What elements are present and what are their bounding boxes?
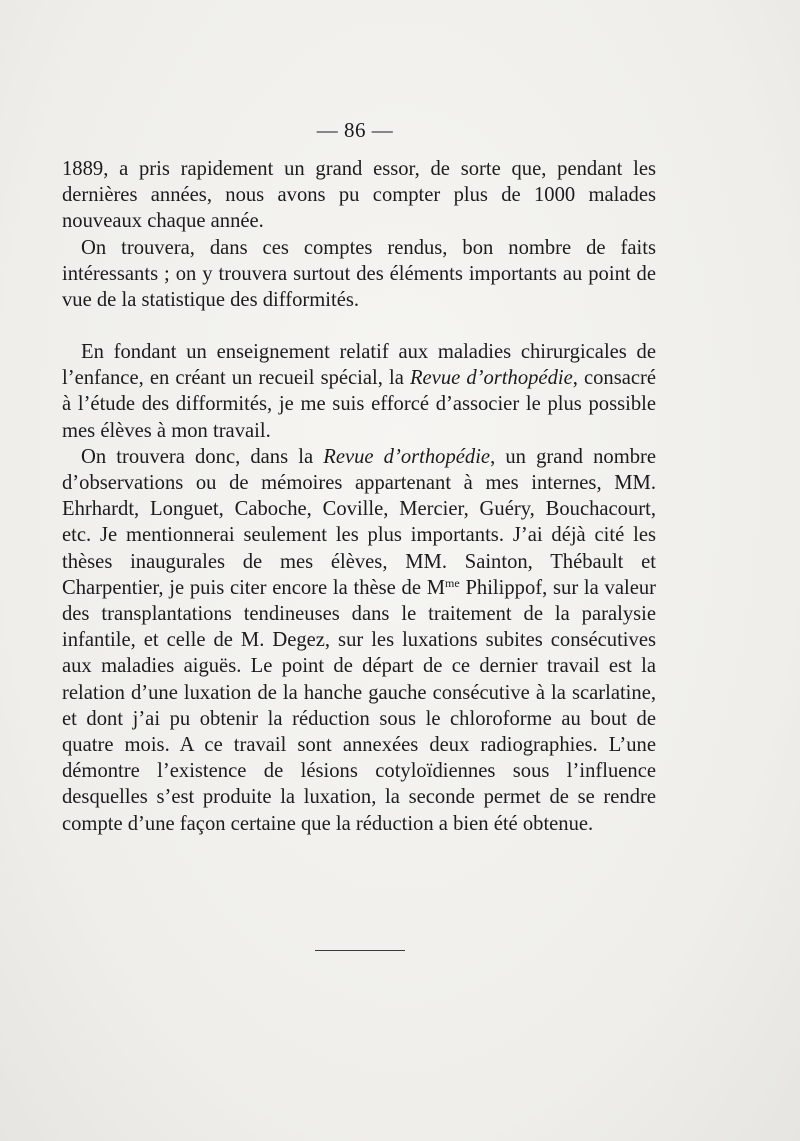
- journal-title-italic: Revue d’orthopédie: [323, 445, 491, 468]
- paragraph-3: [62, 339, 656, 444]
- paragraph-1: 1889, a pris rapidement un grand essor, de sorte que, pendant les dernières années, nous avons pu compter plus de 1000 malades nouveaux chaque année.: [62, 158, 656, 233]
- paragraph-3-text-b: , consacré à l’étude des difformités, je me suis efforcé d’associer le plus possible mes élèves à mon travail.: [62, 367, 657, 442]
- page-number: — 86 —: [316, 118, 394, 142]
- text-block-top: [62, 156, 656, 313]
- paragraph-4-text-a: On trouvera donc, dans la: [81, 445, 324, 468]
- journal-title-italic: Revue d’orthopédie: [409, 367, 573, 390]
- paragraph-4: [62, 444, 656, 837]
- paragraph-4-text-c: Philippof, sur la valeur des transplantations tendineuses dans le traitement de la paralysie infantile, et celle de M. Degez, sur les luxations subites consécutives aux maladies aiguës. Le point de départ de ce dernier travail est la relation d’une luxation de la hanche gauche consécutive à la scarlatine, et dont j’ai pu obtenir la réduction sous le chloroforme au bout de quatre mois. A ce travail sont annexées deux radiographies. L’une démontre l’existence de lésions cotyloïdiennes sous l’influence desquelles s’est produite la luxation, la seconde permet de se rendre compte d’une façon certaine que la réduction a bien été obtenue.: [62, 576, 656, 835]
- paragraph-3-text-a: En fondant un enseignement relatif aux maladies chirurgicales de l’enfance, en créant un recueil spécial, la: [62, 341, 656, 390]
- text-block-main: [62, 339, 656, 837]
- superscript-me: me: [445, 575, 460, 590]
- closing-rule: [315, 950, 405, 951]
- paragraph-2: On trouvera, dans ces comptes rendus, bon nombre de faits intéressants ; on y trouvera surtout des éléments importants au point de vue de la statistique des difformités.: [62, 236, 656, 312]
- paragraph-4-text-b: , un grand nombre d’observations ou de mémoires appartenant à mes internes, MM. Ehrhardt, Longuet, Caboche, Coville, Mercier, Guéry, Bouchacourt, etc. Je mentionnerai seulement les plus importants. J’ai déjà cité les thèses inaugurales de mes élèves, MM. Sainton, Thébault et Charpentier, je puis citer encore la thèse de M: [62, 445, 657, 599]
